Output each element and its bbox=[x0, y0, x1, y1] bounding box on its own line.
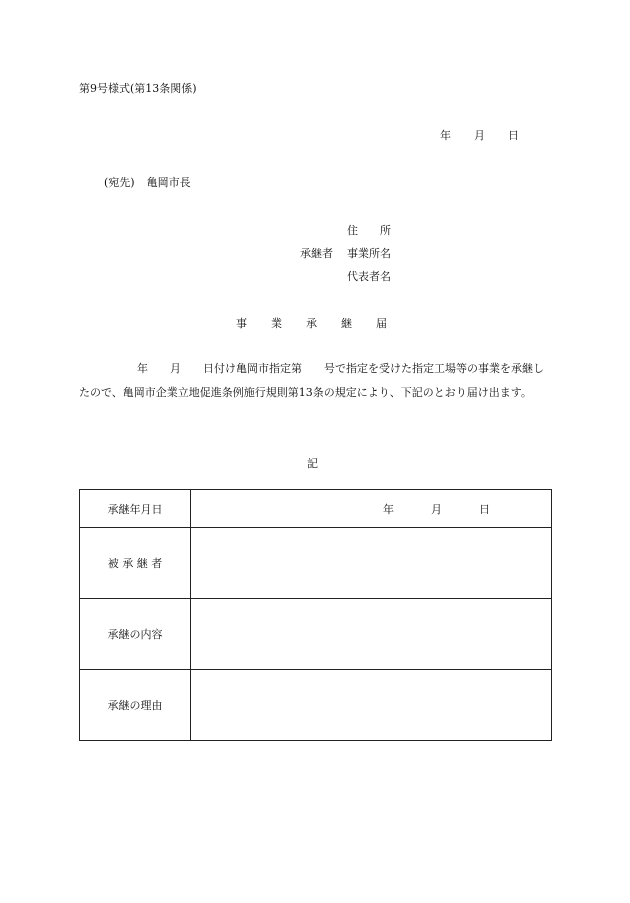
title-char: 継 bbox=[341, 317, 354, 330]
body-paragraph bbox=[79, 357, 551, 405]
addressee-label: (宛先) bbox=[104, 176, 135, 189]
predecessor-field[interactable] bbox=[191, 528, 552, 599]
title-char: 承 bbox=[306, 317, 319, 330]
table-row bbox=[80, 599, 552, 670]
addressee bbox=[104, 174, 191, 190]
row-day: 日 bbox=[479, 502, 490, 516]
representative-label: 代表者名 bbox=[347, 270, 391, 283]
date-year: 年 bbox=[440, 129, 451, 142]
addressee-name: 亀岡市長 bbox=[146, 176, 191, 189]
applicant-role-label: 承継者 bbox=[300, 247, 333, 260]
date-day: 日 bbox=[508, 129, 519, 142]
row-label: 承継の理由 bbox=[80, 670, 191, 741]
succession-reason-field[interactable] bbox=[191, 670, 552, 741]
record-table bbox=[79, 489, 552, 741]
document-title bbox=[236, 315, 411, 331]
submission-date bbox=[440, 127, 519, 143]
title-char: 届 bbox=[376, 317, 389, 330]
title-char: 事 bbox=[236, 317, 249, 330]
row-label: 承継の内容 bbox=[80, 599, 191, 670]
date-month: 月 bbox=[474, 129, 485, 142]
address-label: 住 所 bbox=[347, 224, 391, 237]
office-name-label: 事業所名 bbox=[347, 247, 391, 260]
row-label: 承継年月日 bbox=[80, 490, 191, 528]
table-row bbox=[80, 670, 552, 741]
table-row bbox=[80, 528, 552, 599]
succession-content-field[interactable] bbox=[191, 599, 552, 670]
title-char: 業 bbox=[271, 317, 284, 330]
row-year: 年 bbox=[383, 502, 394, 516]
row-label: 被 承 継 者 bbox=[80, 528, 191, 599]
row-month: 月 bbox=[431, 502, 442, 516]
body-text: 年 月 日付け亀岡市指定第 号で指定を受けた指定工場等の事業を承継したので、亀岡市企業立地促進条例施行規則第13条の規定により、下記のとおり届け出ます。 bbox=[79, 362, 544, 399]
succession-date-field[interactable] bbox=[191, 490, 552, 528]
table-row bbox=[80, 490, 552, 528]
form-number: 第9号様式(第13条関係) bbox=[79, 82, 197, 95]
ki-heading: 記 bbox=[307, 457, 318, 470]
